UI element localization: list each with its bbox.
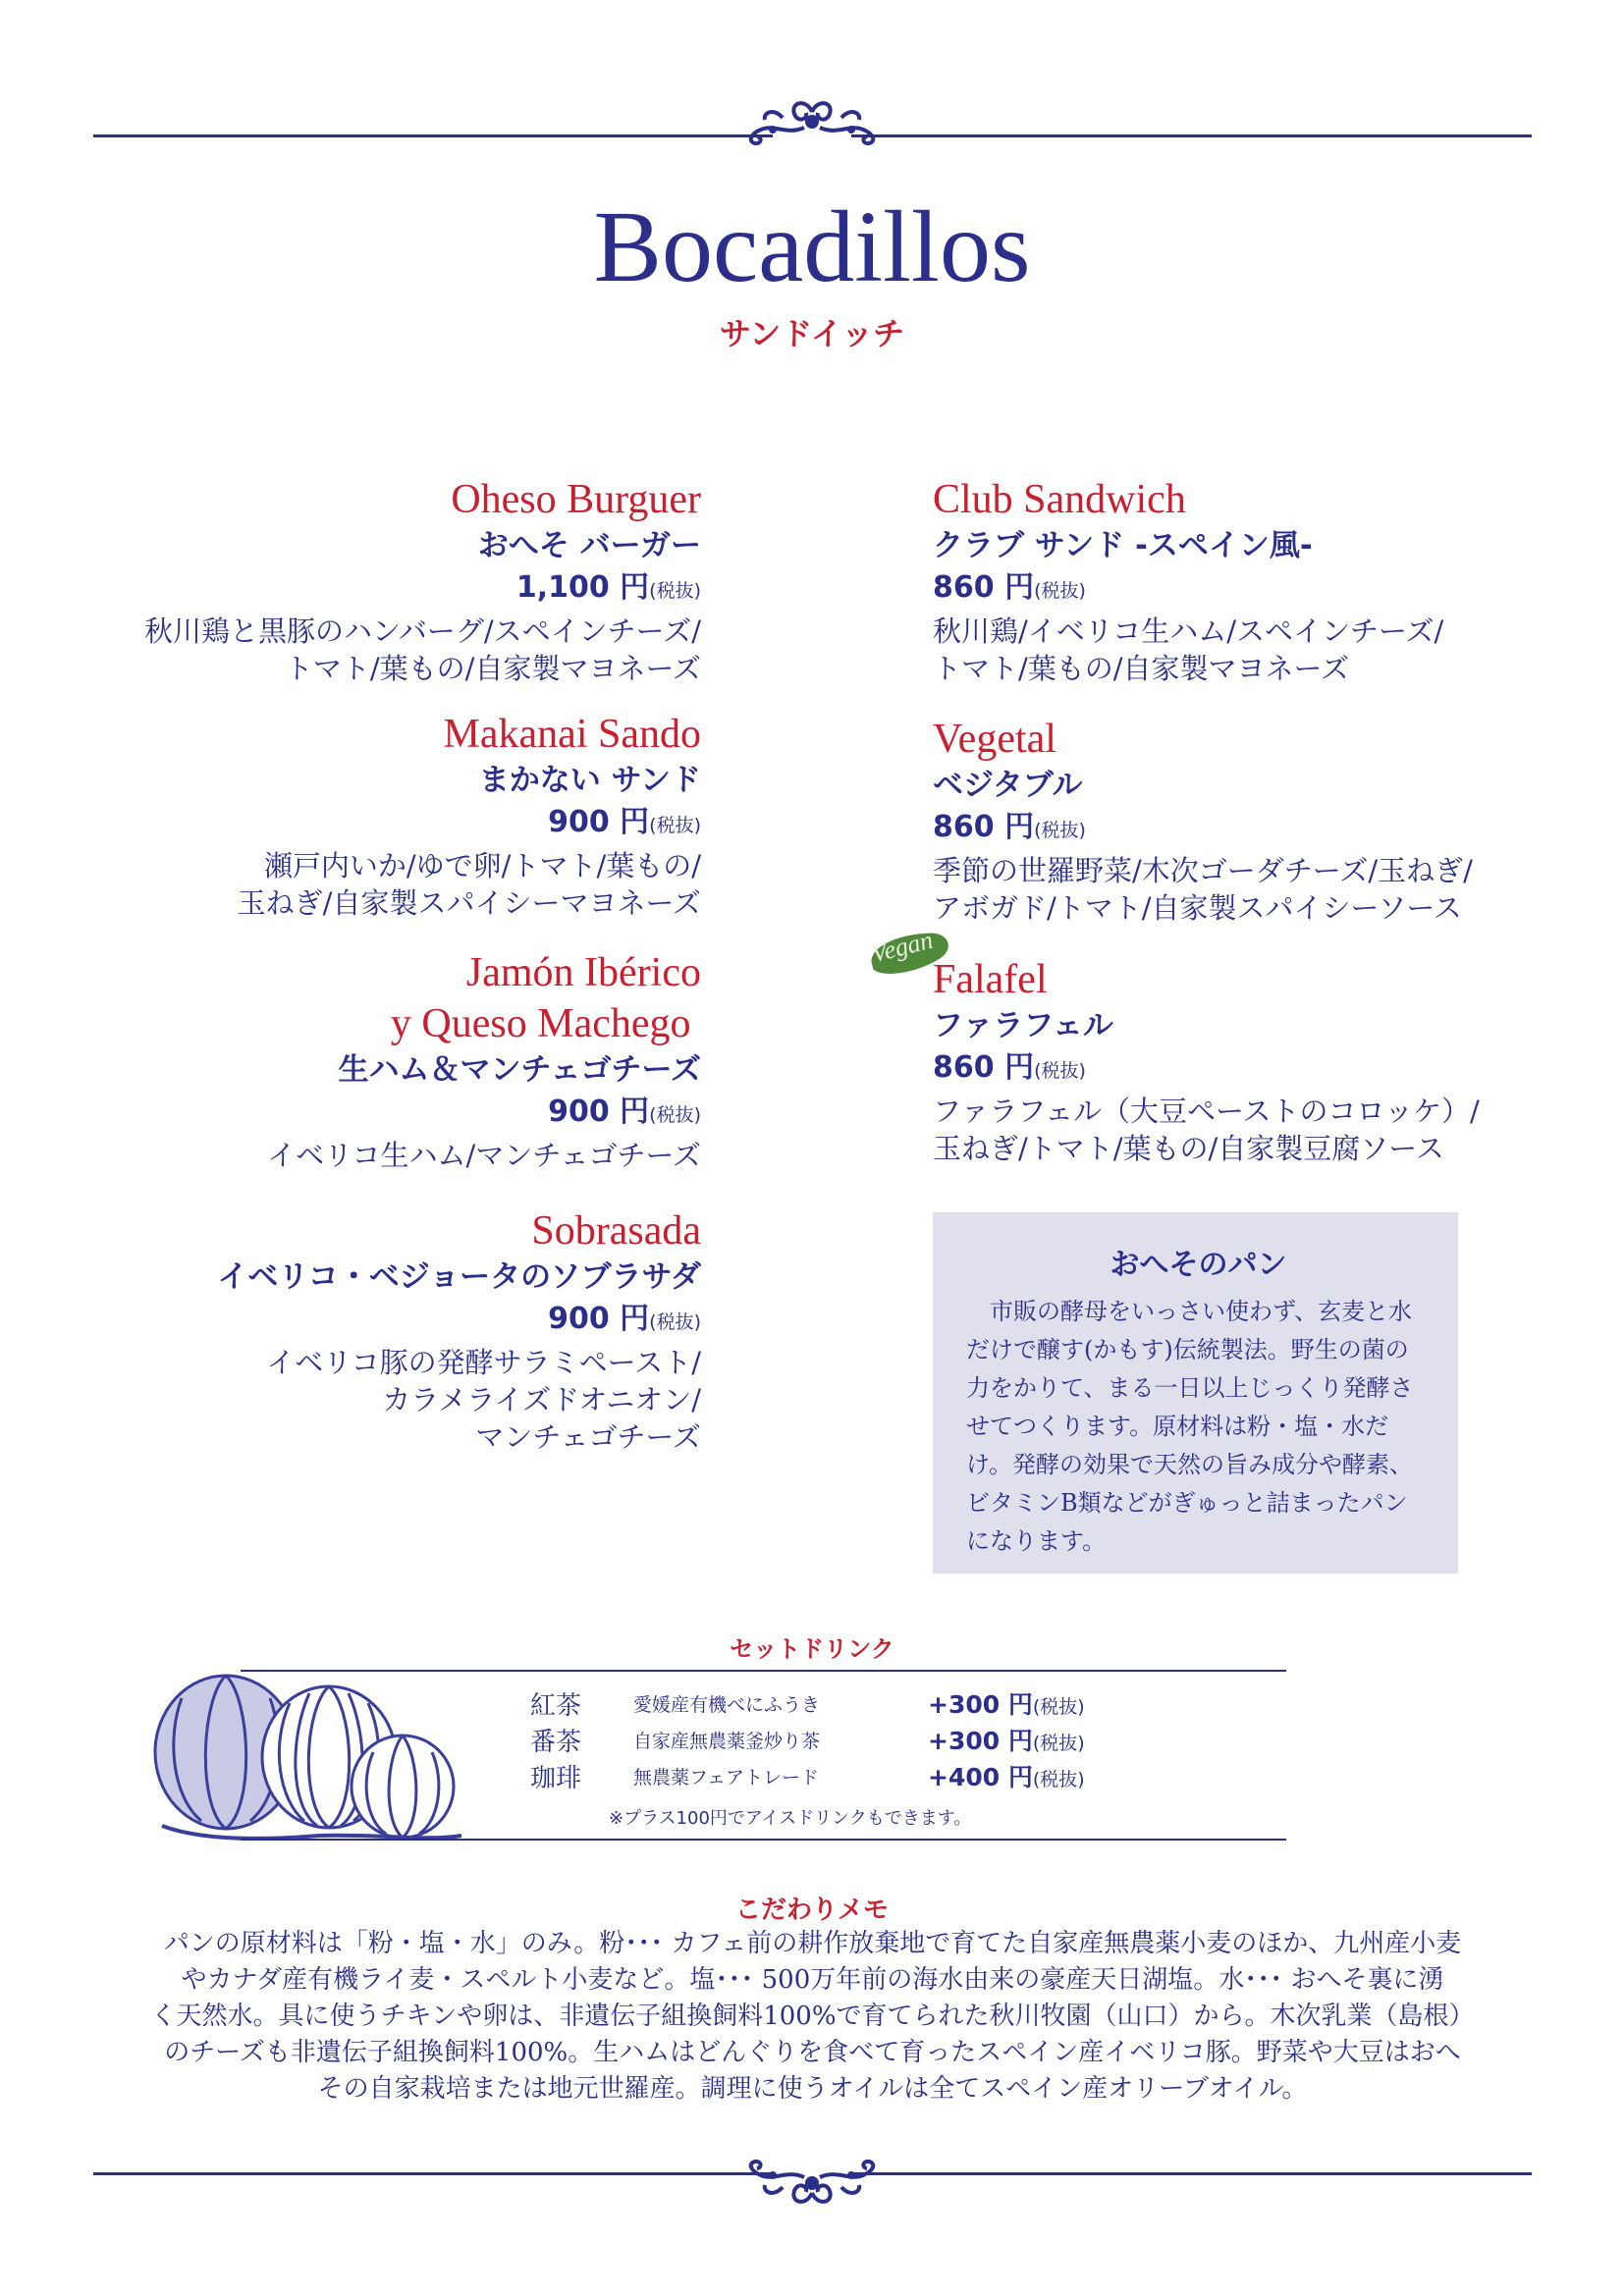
item-name: Falafel (933, 957, 1048, 1002)
drink-name: 番茶 (530, 1728, 582, 1757)
menu-item-sobrasada (73, 1205, 701, 1456)
item-description: ファラフェル（大豆ペーストのコロッケ）/ 玉ねぎ/トマト/葉もの/自家製豆腐ソース (933, 1095, 1480, 1165)
page-subtitle: サンドイッチ (719, 315, 905, 352)
item-price: 1,100 円(税抜) (515, 570, 701, 605)
menu-item-makanai-sando (73, 709, 701, 922)
flourish-ornament-icon (714, 90, 910, 149)
item-description: 季節の世羅野菜/木次ゴーダチーズ/玉ねぎ/ アボガド/トマト/自家製スパイシーソース (933, 854, 1473, 925)
memo-title: こだわりメモ (734, 1896, 889, 1925)
drink-description: 無農薬フェアトレード (633, 1767, 820, 1789)
item-name-ja: おへそ バーガー (477, 528, 701, 563)
memo-body (147, 1926, 1478, 2108)
item-description: 秋川鶏と黒豚のハンバーグ/スペインチーズ/ トマト/葉もの/自家製マヨネーズ (143, 614, 701, 685)
item-name-ja: クラブ サンド -スペイン風- (933, 528, 1313, 563)
item-price: 900 円(税抜) (548, 1302, 701, 1336)
item-price: 860 円(税抜) (933, 1050, 1086, 1085)
onion-illustration-icon (142, 1659, 466, 1845)
set-drink-bottom-rule (241, 1839, 1286, 1841)
memo-line: く天然水。具に使うチキンや卵は、非遺伝子組換飼料100%で育てられた秋川牧園（山口）から。木次乳業（島根） (150, 2002, 1475, 2031)
drink-description: 自家産無農薬釜炒り茶 (633, 1731, 821, 1752)
page-title: Bocadillos (593, 190, 1031, 303)
menu-item-jamon-iberico (73, 947, 701, 1174)
set-drink-title: セットドリンク (730, 1635, 894, 1663)
item-price: 900 円(税抜) (548, 1095, 701, 1129)
item-name-ja: ファラフェル (933, 1008, 1113, 1043)
item-name-ja: 生ハム＆マンチェゴチーズ (338, 1052, 701, 1088)
drink-row-tea (530, 1685, 1119, 1721)
drink-price: +400 円(税抜) (928, 1763, 1085, 1791)
drink-row-coffee (530, 1758, 1119, 1793)
item-name: Jamón Ibérico y Queso Machego (390, 950, 701, 1046)
drink-description: 愛媛産有機べにふうき (633, 1694, 821, 1716)
item-name-ja: ベジタブル (933, 768, 1083, 803)
item-description: 瀬戸内いか/ゆで卵/トマト/葉もの/ 玉ねぎ/自家製スパイシーマヨネーズ (237, 849, 701, 920)
drink-row-bancha (530, 1722, 1119, 1757)
item-name-ja: まかない サンド (478, 763, 701, 798)
item-name: Vegetal (933, 717, 1056, 762)
item-description: イベリコ豚の発酵サラミペースト/ カラメライズドオニオン/ マンチェゴチーズ (266, 1346, 701, 1454)
item-name: Sobrasada (531, 1208, 701, 1254)
item-name: Makanai Sando (443, 712, 701, 757)
flourish-ornament-icon (714, 2156, 910, 2215)
menu-item-oheso-burguer (73, 474, 701, 687)
bread-info-title: おへそのパン (1110, 1248, 1287, 1282)
item-price: 860 円(税抜) (933, 570, 1086, 605)
item-price: 860 円(税抜) (933, 810, 1086, 844)
item-description: 秋川鶏/イベリコ生ハム/スペインチーズ/ トマト/葉もの/自家製マヨネーズ (933, 614, 1444, 685)
bread-info-body: 市販の酵母をいっさい使わず、玄麦と水だけで醸す(かもす)伝統製法。野生の菌の力をかりて、まる一日以上じっくり発酵させてつくります。原材料は粉・塩・水だけ。発酵の効果で天然の旨み成分や酵素、ビタミンB類などがぎゅっと詰まったパンになります。 (966, 1298, 1414, 1555)
bread-info-box (933, 1212, 1458, 1574)
memo-line: その自家栽培または地元世羅産。調理に使うオイルは全てスペイン産オリーブオイル。 (317, 2074, 1308, 2104)
drink-price: +300 円(税抜) (928, 1727, 1085, 1755)
set-drink-note: ※プラス100円でアイスドリンクもできます。 (609, 1808, 972, 1829)
item-name: Club Sandwich (933, 477, 1186, 522)
menu-item-vegetal (933, 714, 1561, 927)
menu-item-club-sandwich (933, 474, 1561, 687)
memo-line: やカナダ産有機ライ麦・スペルト小麦など。塩･･･ 500万年前の海水由来の豪産天日湖塩。水･･･ おへそ裏に湧 (181, 1965, 1444, 1995)
drink-name: 紅茶 (530, 1691, 582, 1721)
item-name: Oheso Burguer (451, 477, 701, 522)
item-price: 900 円(税抜) (548, 805, 701, 839)
drink-price: +300 円(税抜) (928, 1690, 1085, 1719)
menu-item-falafel (933, 954, 1561, 1167)
drink-name: 珈琲 (530, 1764, 582, 1793)
memo-line: のチーズも非遺伝子組換飼料100%。生ハムはどんぐりを食べて育ったスペイン産イベリコ豚。野菜や大豆はおへ (164, 2038, 1461, 2067)
vegan-badge-label: Vegan (868, 925, 936, 969)
memo-line: パンの原材料は「粉・塩・水」のみ。粉･･･ カフェ前の耕作放棄地で育てた自家産無農薬小麦のほか、九州産小麦 (163, 1929, 1462, 1958)
item-name-ja: イベリコ・ベジョータのソブラサダ (217, 1259, 701, 1295)
item-description: イベリコ生ハム/マンチェゴチーズ (267, 1139, 701, 1172)
